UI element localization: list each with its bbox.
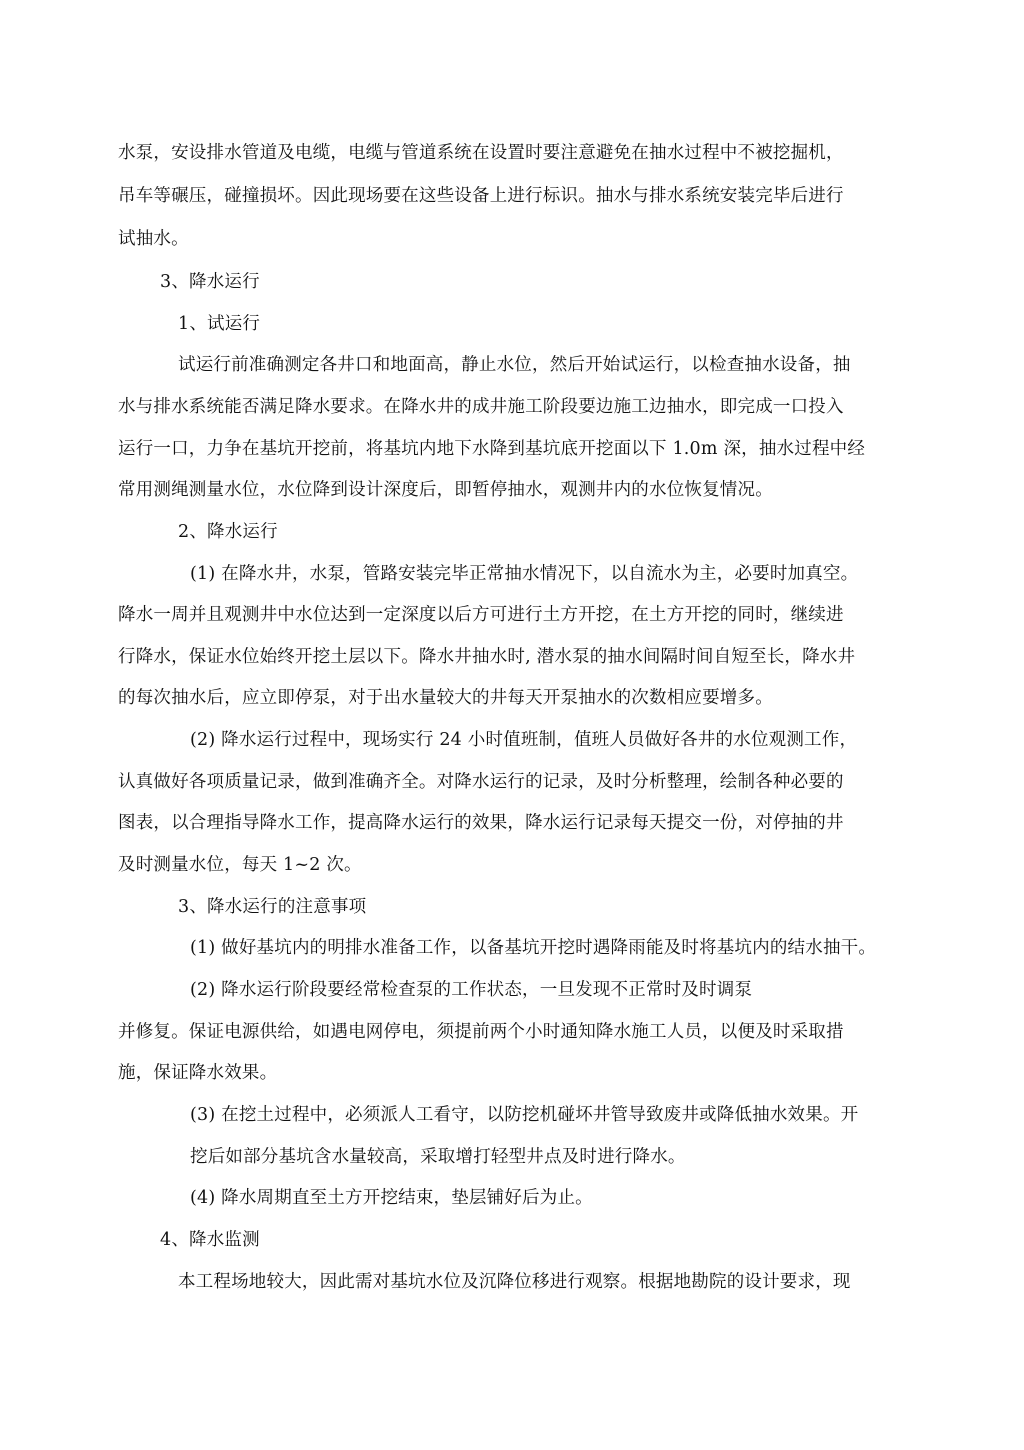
subsection-heading: 2、降水运行 — [178, 522, 278, 542]
text-line: 行降水，保证水位始终开挖土层以下。降水井抽水时, 潜水泵的抽水间隔时间自短至长，降水井 — [118, 647, 856, 667]
subsection-heading: 3、降水运行的注意事项 — [178, 897, 367, 917]
text-line: 试抽水。 — [118, 229, 189, 249]
text-line: 及时测量水位，每天 1~2 次。 — [118, 855, 362, 875]
text-line: 的每次抽水后，应立即停泵，对于出水量较大的井每天开泵抽水的次数相应要增多。 — [118, 688, 773, 708]
text-line: 认真做好各项质量记录，做到准确齐全。对降水运行的记录，及时分析整理，绘制各种必要的 — [118, 772, 844, 792]
text-line: 降水一周并且观测井中水位达到一定深度以后方可进行土方开挖，在土方开挖的同时，继续进 — [118, 605, 844, 625]
text-line: (2) 降水运行过程中，现场实行 24 小时值班制，值班人员做好各井的水位观测工作， — [190, 730, 858, 750]
section-heading: 4、降水监测 — [160, 1230, 260, 1250]
text-line: 水与排水系统能否满足降水要求。在降水井的成井施工阶段要边施工边抽水，即完成一口投入 — [118, 397, 844, 417]
text-line: 试运行前准确测定各井口和地面高，静止水位，然后开始试运行，以检查抽水设备，抽 — [178, 355, 851, 375]
text-line: (3) 在挖土过程中，必须派人工看守，以防挖机碰坏井管导致废井或降低抽水效果。开 — [190, 1105, 859, 1125]
text-line: 施，保证降水效果。 — [118, 1063, 278, 1083]
subsection-heading: 1、试运行 — [178, 314, 261, 334]
text-line: 常用测绳测量水位，水位降到设计深度后，即暂停抽水，观测井内的水位恢复情况。 — [118, 480, 773, 500]
text-line: 挖后如部分基坑含水量较高，采取增打轻型井点及时进行降水。 — [190, 1147, 686, 1167]
text-line: 并修复。保证电源供给，如遇电网停电，须提前两个小时通知降水施工人员，以便及时采取措 — [118, 1022, 844, 1042]
text-line: 水泵，安设排水管道及电缆，电缆与管道系统在设置时要注意避免在抽水过程中不被挖掘机， — [118, 143, 844, 163]
text-line: 图表，以合理指导降水工作，提高降水运行的效果，降水运行记录每天提交一份，对停抽的井 — [118, 813, 844, 833]
text-line: 吊车等碾压，碰撞损坏。因此现场要在这些设备上进行标识。抽水与排水系统安装完毕后进行 — [118, 186, 844, 206]
section-heading: 3、降水运行 — [160, 272, 260, 292]
text-line: (1) 在降水井，水泵，管路安装完毕正常抽水情况下，以自流水为主，必要时加真空。 — [190, 564, 859, 584]
text-line: 本工程场地较大，因此需对基坑水位及沉降位移进行观察。根据地勘院的设计要求，现 — [178, 1272, 851, 1292]
text-line: (2) 降水运行阶段要经常检查泵的工作状态，一旦发现不正常时及时调泵 — [190, 980, 753, 1000]
text-line: 运行一口，力争在基坑开挖前，将基坑内地下水降到基坑底开挖面以下 1.0m 深，抽水过程中经 — [118, 439, 866, 459]
text-line: (1) 做好基坑内的明排水准备工作，以备基坑开挖时遇降雨能及时将基坑内的结水抽干。 — [190, 938, 877, 958]
text-line: (4) 降水周期直至土方开挖结束，垫层铺好后为止。 — [190, 1188, 593, 1208]
